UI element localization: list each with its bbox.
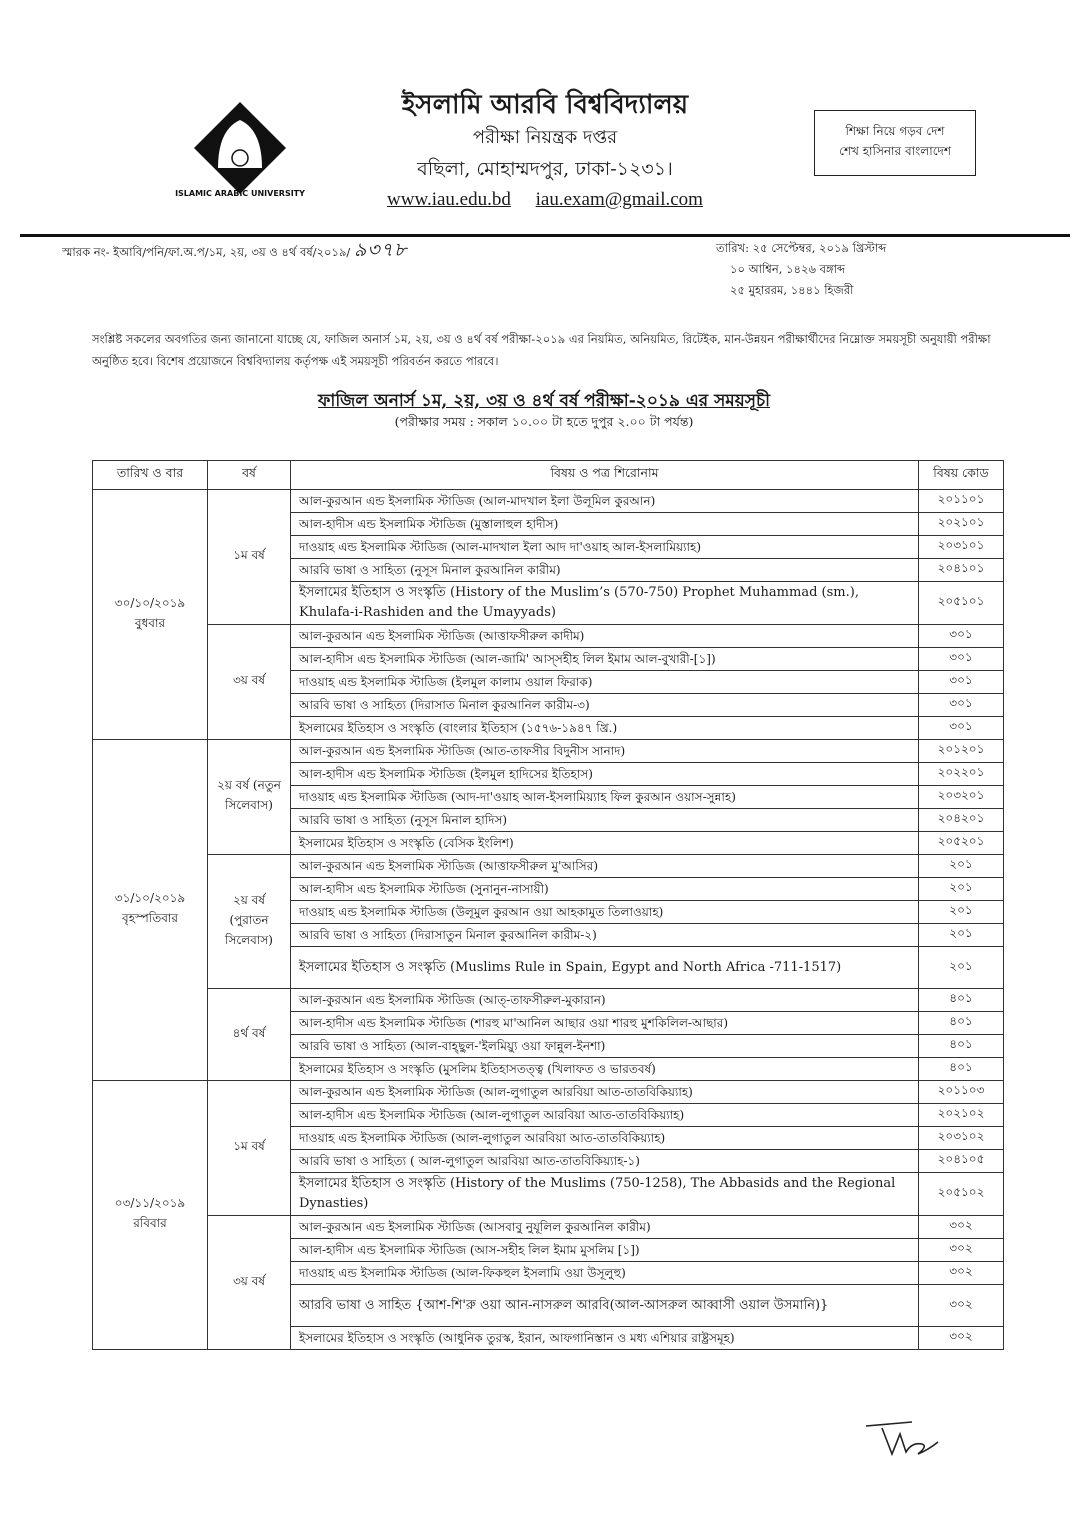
motto-line-2: শেখ হাসিনার বাংলাদেশ xyxy=(839,144,951,158)
university-name: ইসলামি আরবি বিশ্ববিদ্যালয় xyxy=(401,90,689,120)
exam-date-cell xyxy=(93,1081,208,1350)
exam-weekday: বৃহস্পতিবার xyxy=(122,911,178,925)
subject-cell: ইসলামের ইতিহাস ও সংস্কৃতি (বাংলার ইতিহাস (১৫৭৬-১৯৪৭ খ্রি.) xyxy=(291,717,919,740)
subject-code-cell: ২০৪১০১ xyxy=(919,559,1004,582)
table-body xyxy=(93,490,1004,1350)
subject-code-cell: ৪০১ xyxy=(919,1035,1004,1058)
table-row xyxy=(93,1216,1004,1239)
subject-code-cell: ২০২১০১ xyxy=(919,513,1004,536)
subject-code-cell: ২০৩২০১ xyxy=(919,786,1004,809)
logo-text: ISLAMIC ARABIC UNIVERSITY xyxy=(175,189,305,198)
university-logo-icon xyxy=(175,96,305,200)
table-row xyxy=(93,855,1004,878)
subject-cell: আরবি ভাষা ও সাহিত {আশ-শি'রু ওয়া আন-নাসরুল আরবি(আল-আসরুল আব্বাসী ওয়াল উসমানি)} xyxy=(291,1285,919,1327)
subject-code-cell: ৩০২ xyxy=(919,1327,1004,1350)
table-header-row xyxy=(93,461,1004,490)
subject-cell: আল-কুরআন এন্ড ইসলামিক স্টাডিজ (আত্তাফসীরুল কাদীম) xyxy=(291,625,919,648)
year-cell: ১ম বর্ষ xyxy=(208,490,291,625)
subject-cell: ইসলামের ইতিহাস ও সংস্কৃতি (History of the Muslim’s (570-750) Prophet Muhammad (sm.), Khulafa-i-Rashiden and the Umayyads) xyxy=(291,582,919,625)
office-name: পরীক্ষা নিয়ন্ত্রক দপ্তর xyxy=(472,127,618,148)
col-header-year: বর্ষ xyxy=(208,461,291,490)
subject-cell: আরবি ভাষা ও সাহিত্য ( আল-লুগাতুল আরবিয়া আত-তাতবিকিয়্যাহ-১) xyxy=(291,1150,919,1173)
subject-cell: ইসলামের ইতিহাস ও সংস্কৃতি (আধুনিক তুরস্ক, ইরান, আফগানিস্তান ও মধ্য এশিয়ার রাষ্ট্রসমূহ) xyxy=(291,1327,919,1350)
subject-cell: ইসলামের ইতিহাস ও সংস্কৃতি (বেসিক ইংলিশ) xyxy=(291,832,919,855)
subject-cell: আরবি ভাষা ও সাহিত্য (দিরাসাত মিনাল কুরআনিল কারীম-৩) xyxy=(291,694,919,717)
subject-cell: আরবি ভাষা ও সাহিত্য (নুসূস মিনাল হাদিস) xyxy=(291,809,919,832)
notice-paragraph: সংশ্লিষ্ট সকলের অবগতির জন্য জানানো যাচ্ছে যে, ফাজিল অনার্স ১ম, ২য়, ৩য় ও ৪র্থ বর্ষ পরীক্ষা-২০১৯ এর নিয়মিত, অনিয়মিত, রিটেইক, মান-উন্নয়ন পরীক্ষার্থীদের নিম্নোক্ত সময়সূচী অনুযায়ী পরীক্ষা অনুষ্ঠিত হবে। বিশেষ প্রয়োজনে বিশ্ববিদ্যালয় কর্তৃপক্ষ এই সময়সূচী পরিবর্তন করতে পারবে। xyxy=(92,332,991,368)
table-row xyxy=(93,490,1004,513)
subject-code-cell: ২০৫১০২ xyxy=(919,1173,1004,1216)
letterhead xyxy=(300,88,790,214)
memo-prefix: স্মারক নং- ইআবি/পনি/ফা.অ.প/১ম, ২য়, ৩য় ও ৪র্থ বর্ষ/২০১৯/ xyxy=(62,245,351,259)
schedule-title xyxy=(0,388,1088,416)
header-divider xyxy=(20,234,1070,237)
subject-cell: ইসলামের ইতিহাস ও সংস্কৃতি (Muslims Rule in Spain, Egypt and North Africa -711-1517) xyxy=(291,947,919,989)
subject-code-cell: ৩০১ xyxy=(919,625,1004,648)
exam-date: ৩০/১০/২০১৯ xyxy=(114,595,186,610)
subject-code-cell: ২০৩১০১ xyxy=(919,536,1004,559)
subject-cell: আল-হাদীস এন্ড ইসলামিক স্টাডিজ (ইলমুল হাদিসের ইতিহাস) xyxy=(291,763,919,786)
subject-cell: দাওয়াহ এন্ড ইসলামিক স্টাডিজ (উলূমুল কুরআন ওয়া আহকামুত তিলাওয়াহ) xyxy=(291,901,919,924)
exam-date: ৩১/১০/২০১৯ xyxy=(114,891,186,905)
subject-code-cell: ৪০১ xyxy=(919,1058,1004,1081)
table-row xyxy=(93,989,1004,1012)
subject-cell: দাওয়াহ এন্ড ইসলামিক স্টাডিজ (আল-মাদখাল ইলা আদ দা'ওয়াহ আল-ইসলামিয়্যাহ) xyxy=(291,536,919,559)
website-link[interactable]: www.iau.edu.bd xyxy=(387,189,511,210)
subject-code-cell: ৩০২ xyxy=(919,1239,1004,1262)
schedule-subtitle: (পরীক্ষার সময় : সকাল ১০.০০ টা হতে দুপুর ২.০০ টা পর্যন্ত) xyxy=(394,414,694,429)
subject-code-cell: ২০৫২০১ xyxy=(919,832,1004,855)
col-header-date: তারিখ ও বার xyxy=(93,461,208,490)
subject-cell: আল-হাদীস এন্ড ইসলামিক স্টাডিজ (মুস্তালাহুল হাদীস) xyxy=(291,513,919,536)
exam-date-cell xyxy=(93,490,208,740)
subject-code-cell: ২০১১০১ xyxy=(919,490,1004,513)
subject-code-cell: ৪০১ xyxy=(919,1012,1004,1035)
subject-cell: আল-হাদীস এন্ড ইসলামিক স্টাডিজ (আস-সহীহ লিল ইমাম মুসলিম [১]) xyxy=(291,1239,919,1262)
subject-cell: আল-হাদীস এন্ড ইসলামিক স্টাডিজ (শারহু মা'আনিল আছার ওয়া শারহু মুশকিলিল-আছার) xyxy=(291,1012,919,1035)
subject-code-cell: ৩০১ xyxy=(919,648,1004,671)
subject-cell: আল-হাদীস এন্ড ইসলামিক স্টাডিজ (আল-জামি' আস্সহীহ লিল ইমাম আল-বুখারী-[১]) xyxy=(291,648,919,671)
subject-code-cell: ৩০২ xyxy=(919,1262,1004,1285)
subject-cell: দাওয়াহ এন্ড ইসলামিক স্টাডিজ (ইলমুল কালাম ওয়াল ফিরাক) xyxy=(291,671,919,694)
year-cell: ৩য় বর্ষ xyxy=(208,1216,291,1350)
subject-cell: আরবি ভাষা ও সাহিত্য (আল-বাহ্ছুল-'ইলমিয়্যু ওয়া ফান্নুল-ইনশা) xyxy=(291,1035,919,1058)
signature-icon xyxy=(862,1420,942,1460)
table-row xyxy=(93,625,1004,648)
subject-code-cell: ২০১২০১ xyxy=(919,740,1004,763)
exam-weekday: রবিবার xyxy=(133,1216,167,1230)
motto-line-1: শিক্ষা নিয়ে গড়ব দেশ xyxy=(845,124,945,138)
subject-cell: আল-কুরআন এন্ড ইসলামিক স্টাডিজ (আত্-তাফসীরুল-মুকারান) xyxy=(291,989,919,1012)
subject-cell: আরবি ভাষা ও সাহিত্য (নুসূস মিনাল কুরআনিল কারীম) xyxy=(291,559,919,582)
subject-cell: আল-কুরআন এন্ড ইসলামিক স্টাডিজ (আল-লুগাতুল আরবিয়া আত-তাতবিকিয়্যাহ) xyxy=(291,1081,919,1104)
year-cell: ২য় বর্ষ (পুরাতন সিলেবাস) xyxy=(208,855,291,989)
subject-cell: আল-কুরআন এন্ড ইসলামিক স্টাডিজ (আসবাবু নুযূলিল কুরআনিল কারীম) xyxy=(291,1216,919,1239)
subject-cell: দাওয়াহ এন্ড ইসলামিক স্টাডিজ (আল-ফিকহুল ইসলামি ওয়া উসূলুহু) xyxy=(291,1262,919,1285)
subject-code-cell: ২০১ xyxy=(919,878,1004,901)
exam-weekday: বুধবার xyxy=(134,615,166,630)
subject-cell: আল-কুরআন এন্ড ইসলামিক স্টাডিজ (আত্তাফসীরুল মু'আসির) xyxy=(291,855,919,878)
col-header-subject: বিষয় ও পত্র শিরোনাম xyxy=(291,461,919,490)
year-cell: ৩য় বর্ষ xyxy=(208,625,291,740)
subject-code-cell: ৪০১ xyxy=(919,989,1004,1012)
exam-date: ০৩/১১/২০১৯ xyxy=(114,1196,186,1210)
subject-cell: ইসলামের ইতিহাস ও সংস্কৃতি (মুসলিম ইতিহাসতত্ত্ব (খিলাফত ও ভারতবর্ষ) xyxy=(291,1058,919,1081)
date-block xyxy=(716,238,886,301)
schedule-title-text: ফাজিল অনার্স ১ম, ২য়, ৩য় ও ৪র্থ বর্ষ পরীক্ষা-২০১৯ এর সময়সূচী xyxy=(317,391,771,411)
subject-code-cell: ৩০১ xyxy=(919,671,1004,694)
subject-code-cell: ২০৪২০১ xyxy=(919,809,1004,832)
year-cell: ৪র্থ বর্ষ xyxy=(208,989,291,1081)
subject-code-cell: ২০২২০১ xyxy=(919,763,1004,786)
motto-box xyxy=(814,110,976,176)
subject-code-cell: ৩০২ xyxy=(919,1216,1004,1239)
subject-code-cell: ২০৫১০১ xyxy=(919,582,1004,625)
exam-date-cell xyxy=(93,740,208,1081)
subject-cell: আরবি ভাষা ও সাহিত্য (দিরাসাতুন মিনাল কুরআনিল কারীম-২) xyxy=(291,924,919,947)
subject-code-cell: ২০১ xyxy=(919,855,1004,878)
subject-code-cell: ৩০১ xyxy=(919,717,1004,740)
subject-code-cell: ২০১ xyxy=(919,901,1004,924)
year-cell: ১ম বর্ষ xyxy=(208,1081,291,1216)
date-hijri: ২৫ মুহাররম, ১৪৪১ হিজরী xyxy=(730,283,854,297)
year-cell: ২য় বর্ষ (নতুন সিলেবাস) xyxy=(208,740,291,855)
exam-schedule-table xyxy=(92,460,1004,1350)
table-row xyxy=(93,1081,1004,1104)
subject-code-cell: ২০১ xyxy=(919,924,1004,947)
subject-code-cell: ৩০২ xyxy=(919,1285,1004,1327)
subject-code-cell: ২০১ xyxy=(919,947,1004,989)
memo-number: ৯৩৭৮ xyxy=(353,239,408,261)
subject-code-cell: ২০১১০৩ xyxy=(919,1081,1004,1104)
subject-code-cell: ২০২১০২ xyxy=(919,1104,1004,1127)
date-bengali: ১০ আশ্বিন, ১৪২৬ বঙ্গাব্দ xyxy=(730,262,846,276)
subject-cell: ইসলামের ইতিহাস ও সংস্কৃতি (History of the Muslims (750-1258), The Abbasids and the Regional Dynasties) xyxy=(291,1173,919,1216)
subject-code-cell: ২০৪১০৫ xyxy=(919,1150,1004,1173)
email-link[interactable]: iau.exam@gmail.com xyxy=(535,189,703,210)
subject-cell: আল-হাদীস এন্ড ইসলামিক স্টাডিজ (আল-লুগাতুল আরবিয়া আত-তাতবিকিয়্যাহ) xyxy=(291,1104,919,1127)
subject-cell: আল-কুরআন এন্ড ইসলামিক স্টাডিজ (আল-মাদখাল ইলা উলূমিল কুরআন) xyxy=(291,490,919,513)
subject-cell: দাওয়াহ এন্ড ইসলামিক স্টাডিজ (আদ-দা'ওয়াহ আল-ইসলামিয়্যাহ ফিল কুরআন ওয়াস-সুন্নাহ) xyxy=(291,786,919,809)
contact-links xyxy=(300,186,790,214)
date-gregorian: তারিখ: ২৫ সেপ্টেম্বর, ২০১৯ খ্রিস্টাব্দ xyxy=(716,241,887,255)
table-row xyxy=(93,740,1004,763)
subject-cell: আল-কুরআন এন্ড ইসলামিক স্টাডিজ (আত-তাফসীর বিদুনীস সানাদ) xyxy=(291,740,919,763)
memo-reference xyxy=(62,240,407,262)
subject-cell: দাওয়াহ এন্ড ইসলামিক স্টাডিজ (আল-লুগাতুল আরবিয়া আত-তাতবিকিয়্যাহ) xyxy=(291,1127,919,1150)
col-header-code: বিষয় কোড xyxy=(919,461,1004,490)
subject-code-cell: ৩০১ xyxy=(919,694,1004,717)
subject-code-cell: ২০৩১০২ xyxy=(919,1127,1004,1150)
subject-cell: আল-হাদীস এন্ড ইসলামিক স্টাডিজ (সুনানুন-নাসায়ী) xyxy=(291,878,919,901)
address: বছিলা, মোহাম্মদপুর, ঢাকা-১২৩১। xyxy=(417,158,673,180)
